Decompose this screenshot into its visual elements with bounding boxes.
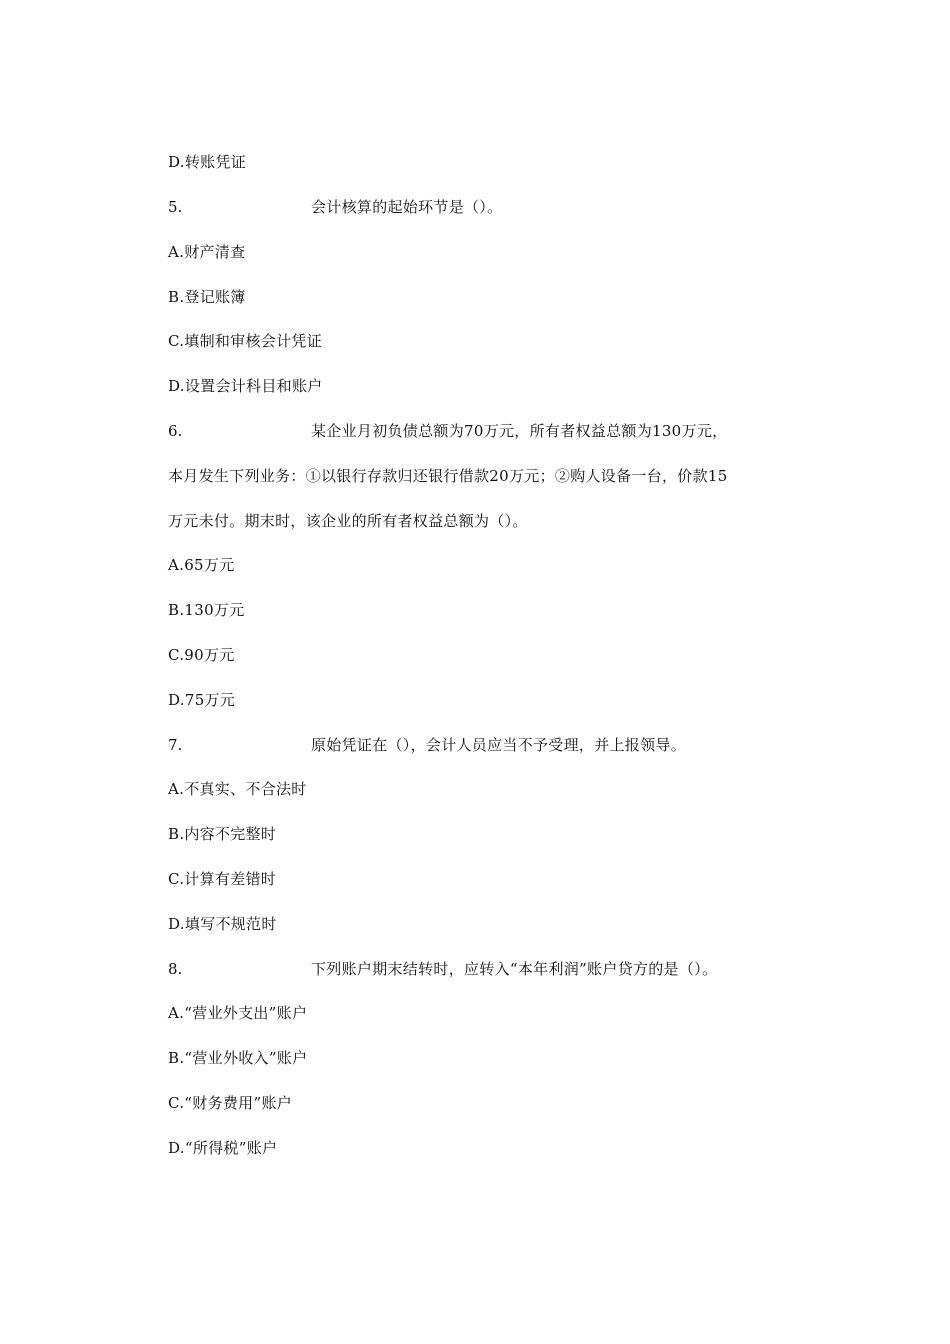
question-7-text: 原始凭证在（），会计人员应当不予受理，并上报领导。 (311, 736, 687, 754)
question-8-number: 8. (168, 960, 183, 978)
question-6-option-d: D.75万元 (168, 691, 236, 709)
question-7-number: 7. (168, 736, 183, 754)
question-6-text-line-2: 本月发生下列业务：①以银行存款归还银行借款20万元；②购人设备一台，价款15 (168, 467, 728, 485)
question-6-number: 6. (168, 422, 183, 440)
question-8-option-c: C.“财务费用”账户 (168, 1094, 293, 1112)
question-5-number: 5. (168, 198, 183, 216)
question-7-option-a: A.不真实、不合法时 (168, 780, 307, 798)
question-8-text: 下列账户期末结转时，应转入“本年利润”账户贷方的是（）。 (311, 960, 718, 978)
question-7-option-b: B.内容不完整时 (168, 825, 277, 843)
question-5-option-d: D.设置会计科目和账户 (168, 377, 323, 395)
question-5-text: 会计核算的起始环节是（）。 (311, 198, 503, 216)
question-8-option-b: B.“营业外收入”账户 (168, 1049, 308, 1067)
question-5-option-a: A.财产清查 (168, 243, 246, 261)
question-6-option-a: A.65万元 (168, 556, 235, 574)
question-6-option-b: B.130万元 (168, 601, 245, 619)
question-8-option-d: D.“所得税”账户 (168, 1139, 278, 1157)
question-6-text-line-3: 万元未付。期末时，该企业的所有者权益总额为（）。 (168, 512, 528, 530)
question-6-text: 某企业月初负债总额为70万元，所有者权益总额为130万元， (311, 422, 728, 440)
question-8-option-a: A.“营业外支出”账户 (168, 1004, 308, 1022)
question-5-option-b: B.登记账簿 (168, 288, 246, 306)
question-6-option-c: C.90万元 (168, 646, 235, 664)
question-7-option-d: D.填写不规范时 (168, 915, 277, 933)
option-d-q4: D.转账凭证 (168, 153, 247, 171)
question-7-option-c: C.计算有差错时 (168, 870, 277, 888)
question-5-option-c: C.填制和审核会计凭证 (168, 332, 323, 350)
